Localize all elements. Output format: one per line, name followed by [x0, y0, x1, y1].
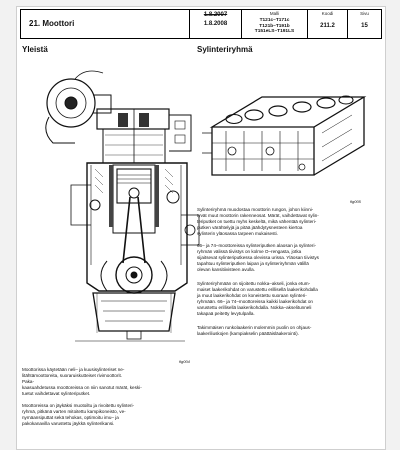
page-cell — [348, 10, 381, 38]
text-line: teriputket on tuettu myhs keskeltä, mikä vähentää sylinteri- — [197, 219, 317, 225]
text-line: ryhmän välissä tiivistys on kolme O–rengasta, jotka — [197, 249, 302, 255]
page-number: 15 — [361, 23, 368, 29]
text-line: sijaitsevat sylinteriputkessa olevissa urissa. Yläosan tiivistys — [197, 255, 319, 261]
left-heading: Yleistä — [22, 45, 48, 54]
text-line: Sylinteriryhmä muodostaa moottorin rungon, johon kiinni- — [197, 207, 314, 212]
model-label: Malli — [269, 11, 280, 16]
right-heading: Sylinteriryhmä — [197, 45, 253, 54]
right-paragraph-1 — [197, 207, 319, 237]
right-paragraph-4 — [197, 325, 311, 337]
text-line: takapaä peitetty levytulpalla. — [197, 311, 255, 317]
model-1: T121c–T171c — [259, 18, 290, 23]
text-line: Sylinteriryhmään on sijoitettu nokka–akseli, jonka etum- — [197, 281, 311, 286]
text-line: tapahtuu sylinteriputken laipan ja sylinteriryhmän välillä — [197, 261, 309, 267]
date-cell — [190, 10, 242, 38]
text-line: Takimmäisen runkolaakerin molemmin puolin on ohjaus- — [197, 325, 312, 330]
text-line: litähtämoottoreita, suoraruiskutteiset rivimoottorit. — [22, 373, 123, 379]
code-value: 211.2 — [320, 23, 335, 29]
text-line: ja muut laakerikohdat on koneistettu suoraan sylinteri- — [197, 293, 307, 299]
text-line: olevan kansitiivisteen avulla. — [197, 267, 255, 273]
text-line: putken värähtelyjä ja pitää jäähdytysnesteen kiertoa — [197, 225, 303, 231]
manual-page — [16, 6, 386, 450]
text-line: ryhmään. 66– ja 74–moottoreissa kaikki laakerikohdat on — [197, 299, 313, 305]
model-2: T121b–T191b — [259, 23, 290, 29]
text-line: ryhmä, pitkänä varten mitoitettu kampikoneisto, ve- — [22, 409, 126, 415]
section-title: 21. Moottori — [21, 10, 190, 38]
left-paragraph-1 — [22, 367, 142, 397]
cylinder-block-figure — [202, 83, 372, 191]
text-line: kaasuahdetussa moottoreissa on niin sanotut märät, keski- — [22, 385, 142, 391]
left-paragraph-2 — [22, 403, 134, 427]
text-line: varustettu erillisellä laakerikohdalla. Nokka–akselitunneli — [197, 305, 312, 311]
text-line: 66– ja 74–moottoreissa sylinteriputken alaosan ja sylinteri- — [197, 243, 316, 248]
page-label: Sivu — [360, 11, 369, 16]
text-line: tyvät muut moottorin rakenneosat. Märät, vaihdettavat sylin- — [197, 213, 319, 219]
date-old: 1.8.2007 — [203, 12, 228, 18]
engine-cross-section-figure — [35, 65, 210, 363]
text-line: nymäansiputtat sekä tehokas, optimoitu imu– ja — [22, 415, 119, 421]
text-line: maiset laakerikohdat on varustettu erillisellä laakerikohdalla — [197, 287, 318, 293]
text-line: sylinterin yläosassa tarpeen mukaisesti. — [197, 231, 278, 237]
text-line: tuetut vaihdettavat sylinteriputket. — [22, 391, 91, 397]
right-paragraph-2 — [197, 243, 319, 273]
date-current: 1.8.2008 — [203, 21, 228, 27]
text-line: Moottoreissa on jäykäksi muotoiltu ja rivoitettu sylinteri- — [22, 403, 135, 408]
code-cell — [308, 10, 348, 38]
text-line: laakeriliuskojen (kampiakselin päättäisläakerointi). — [197, 331, 299, 337]
page-header — [20, 9, 382, 39]
model-3: T151eLS–T191LS — [254, 29, 295, 34]
right-figure-caption: fig005 — [350, 199, 361, 204]
text-line: pakokanavilla varustettu jäykkä sylinterikansi. — [22, 421, 115, 427]
text-line: Moottorissa käytetään neli– ja kuusisylinteriset ne- — [22, 367, 125, 372]
text-line: Paka- — [22, 379, 35, 385]
model-cell — [242, 10, 308, 38]
code-label: Koodi — [321, 11, 334, 16]
left-figure-caption: fig004 — [179, 359, 190, 364]
right-paragraph-3 — [197, 281, 318, 318]
